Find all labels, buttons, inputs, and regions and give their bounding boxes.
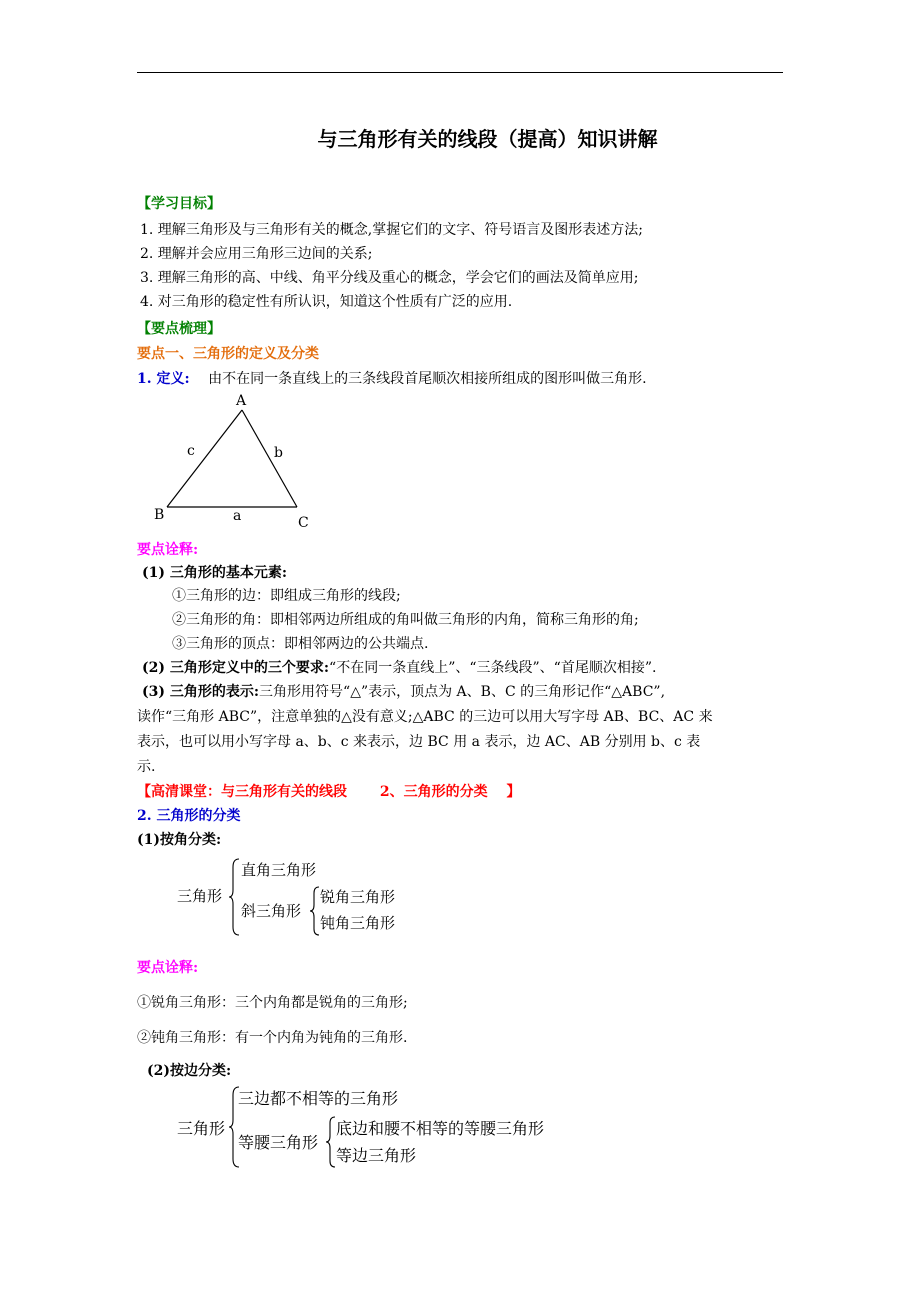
note1-sub3-line: 三角形用符号“△”表示，顶点为 A、B、C 的三角形记作“△ABC”, <box>259 684 666 700</box>
oblique-triangle: 斜三角形 <box>241 902 302 920</box>
objective-item: 1. 理解三角形及与三角形有关的概念,掌握它们的文字、符号语言及图形表述方法; <box>140 222 643 238</box>
side-b-label: b <box>274 445 283 461</box>
classification-heading: 2. 三角形的分类 <box>137 808 241 824</box>
note1-sub1: (1) 三角形的基本元素: <box>142 565 288 581</box>
note1-sub2-label: (2) 三角形定义中的三个要求: <box>142 660 330 676</box>
note2-item: ①锐角三角形：三个内角都是锐角的三角形; <box>137 995 408 1011</box>
brace-angle-outer <box>228 857 242 937</box>
triangle-figure <box>140 390 325 535</box>
by-angle-label: (1)按角分类: <box>137 832 222 848</box>
side-c-label: c <box>187 443 195 459</box>
by-angle-root: 三角形 <box>177 887 223 905</box>
obtuse-triangle: 钝角三角形 <box>320 914 396 932</box>
header-rule <box>137 72 783 73</box>
acute-triangle: 锐角三角形 <box>320 888 396 906</box>
note1-heading: 要点诠释: <box>137 542 199 558</box>
note1-item: ①三角形的边：即组成三角形的线段; <box>172 588 401 604</box>
note1-item: ②三角形的角：即相邻两边所组成的角叫做三角形的内角，简称三角形的角; <box>172 612 639 628</box>
objective-item: 2. 理解并会应用三角形三边间的关系; <box>140 246 373 262</box>
video-link[interactable]: 【高清课堂：与三角形有关的线段 2、三角形的分类 】 <box>137 784 521 800</box>
points-heading: 【要点梳理】 <box>137 321 221 337</box>
right-triangle: 直角三角形 <box>241 861 317 879</box>
objectives-heading: 【学习目标】 <box>137 196 221 212</box>
note1-sub3-label: (3) 三角形的表示: <box>142 684 260 700</box>
definition-line <box>137 368 647 388</box>
point1-heading: 要点一、三角形的定义及分类 <box>137 346 319 362</box>
note1-sub2-text: “不在同一条直线上”、“三条线段”、“首尾顺次相接”. <box>329 660 657 676</box>
definition-label: 1. 定义: <box>137 371 190 387</box>
objective-item: 4. 对三角形的稳定性有所认识，知道这个性质有广泛的应用. <box>140 294 513 310</box>
definition-text: 由不在同一条直线上的三条线段首尾顺次相接所组成的图形叫做三角形. <box>208 371 647 387</box>
side-a-label: a <box>233 508 242 524</box>
note1-sub3-line: 表示，也可以用小写字母 a、b、c 来表示，边 BC 用 a 表示，边 AC、AB 分别用 b、c 表 <box>137 734 701 750</box>
vertex-a-label: A <box>236 393 247 409</box>
isosceles-triangle: 等腰三角形 <box>238 1133 319 1152</box>
note1-sub3 <box>142 681 665 701</box>
objective-item: 3. 理解三角形的高、中线、角平分线及重心的概念，学会它们的画法及简单应用; <box>140 270 639 286</box>
page-title: 与三角形有关的线段（提高）知识讲解 <box>317 127 658 151</box>
note1-item: ③三角形的顶点：即相邻两边的公共端点. <box>172 636 429 652</box>
by-side-root: 三角形 <box>177 1119 226 1138</box>
note2-heading: 要点诠释: <box>137 960 199 976</box>
note1-sub3-line: 示. <box>137 759 156 775</box>
isosceles-non-equilateral: 底边和腰不相等的等腰三角形 <box>336 1119 545 1138</box>
side-ab <box>167 410 242 507</box>
vertex-c-label: C <box>298 515 309 531</box>
vertex-b-label: B <box>154 507 165 523</box>
note1-sub3-line: 读作“三角形 ABC”，注意单独的△没有意义;△ABC 的三边可以用大写字母 AB、BC、AC 来 <box>137 709 713 725</box>
by-side-label: (2)按边分类: <box>147 1063 232 1079</box>
side-ac <box>242 410 297 507</box>
equilateral-triangle: 等边三角形 <box>336 1146 417 1165</box>
note2-item: ②钝角三角形：有一个内角为钝角的三角形. <box>137 1030 408 1046</box>
note1-sub2 <box>142 657 656 677</box>
scalene-triangle: 三边都不相等的三角形 <box>238 1089 399 1108</box>
